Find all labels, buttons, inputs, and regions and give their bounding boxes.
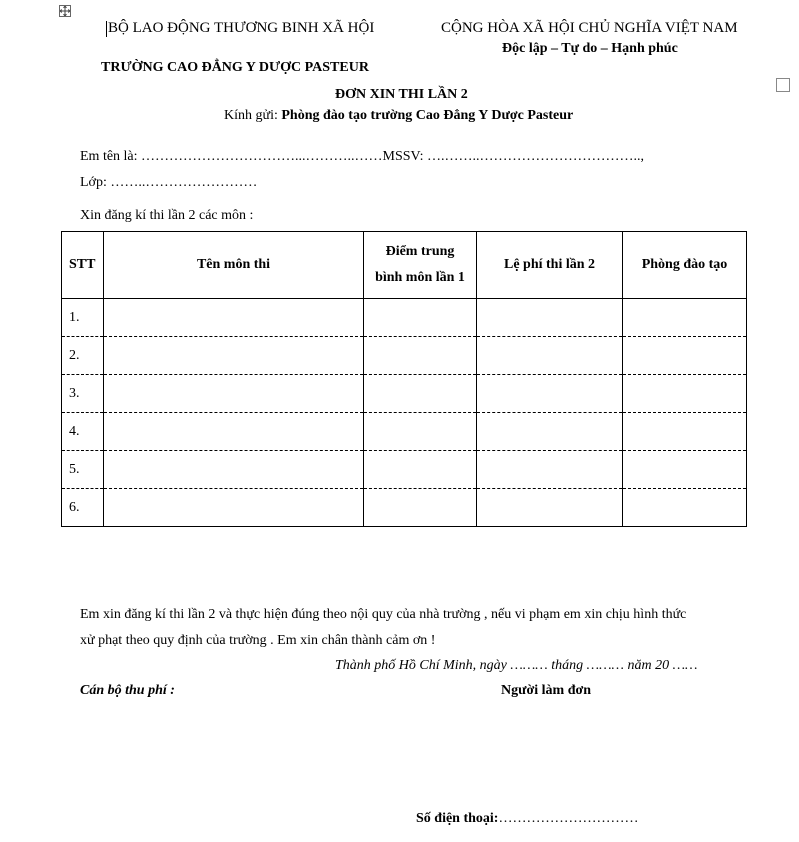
commitment-line-1: Em xin đăng kí thi lần 2 và thực hiện đúng theo nội quy của nhà trường , nếu vi phạm em xin chịu hình thức <box>80 607 687 622</box>
register-intro: Xin đăng kí thi lần 2 các môn : <box>80 208 254 223</box>
row-number: 2. <box>62 337 104 375</box>
subject-cell[interactable] <box>104 299 364 337</box>
average-cell[interactable] <box>364 299 477 337</box>
table-row <box>62 451 747 489</box>
addressee-name: Phòng đào tạo trường Cao Đẳng Y Dược Pasteur <box>281 108 574 123</box>
class-field[interactable]: Lớp: ……..…………………… <box>80 175 258 190</box>
phone-field[interactable]: ………………………… <box>498 811 639 826</box>
table-header-row <box>62 232 747 299</box>
header-subject: Tên môn thi <box>104 232 364 299</box>
table-row <box>62 337 747 375</box>
fee-cell[interactable] <box>477 375 623 413</box>
subject-cell[interactable] <box>104 337 364 375</box>
table-move-handle-icon[interactable] <box>59 5 71 17</box>
subject-cell[interactable] <box>104 413 364 451</box>
table-row <box>62 299 747 337</box>
office-cell[interactable] <box>623 451 747 489</box>
office-cell[interactable] <box>623 375 747 413</box>
fee-cell[interactable] <box>477 489 623 527</box>
text-cursor <box>106 21 107 37</box>
table-resize-handle-icon[interactable] <box>776 78 790 92</box>
applicant-label: Người làm đơn <box>501 683 592 698</box>
row-number: 6. <box>62 489 104 527</box>
header-fee: Lệ phí thi lần 2 <box>477 232 623 299</box>
fee-cell[interactable] <box>477 337 623 375</box>
student-name-field[interactable]: Em tên là: ……………………………...………..……MSSV: ….……..…………………………….., <box>80 149 645 164</box>
national-motto: Độc lập – Tự do – Hạnh phúc <box>502 41 678 56</box>
header-average <box>364 232 477 299</box>
header-average-line1: Điểm trung <box>385 244 455 259</box>
header-office: Phòng đào tạo <box>623 232 747 299</box>
school-name: TRƯỜNG CAO ĐẲNG Y DƯỢC PASTEUR <box>101 60 369 75</box>
ministry-name: BỘ LAO ĐỘNG THƯƠNG BINH XÃ HỘI <box>108 20 375 36</box>
header-stt: STT <box>62 232 104 299</box>
average-cell[interactable] <box>364 337 477 375</box>
row-number: 1. <box>62 299 104 337</box>
phone-label: Số điện thoại: <box>416 811 499 826</box>
row-number: 3. <box>62 375 104 413</box>
subject-cell[interactable] <box>104 451 364 489</box>
table-row <box>62 413 747 451</box>
average-cell[interactable] <box>364 375 477 413</box>
fee-cell[interactable] <box>477 451 623 489</box>
table-row <box>62 375 747 413</box>
republic-name: CỘNG HÒA XÃ HỘI CHỦ NGHĨA VIỆT NAM <box>441 20 738 36</box>
header-average-line2: bình môn lần 1 <box>375 270 465 285</box>
date-line[interactable]: Thành phố Hồ Chí Minh, ngày ……… tháng ……… năm 20 …… <box>335 658 698 673</box>
addressee-prefix: Kính gửi: <box>224 108 282 123</box>
office-cell[interactable] <box>623 299 747 337</box>
commitment-line-2: xử phạt theo quy định của trường . Em xin chân thành cảm ơn ! <box>80 633 436 648</box>
fee-cell[interactable] <box>477 299 623 337</box>
addressee-line <box>224 108 573 124</box>
phone-line <box>416 811 638 827</box>
fee-collector-label: Cán bộ thu phí : <box>80 683 175 698</box>
office-cell[interactable] <box>623 413 747 451</box>
fee-cell[interactable] <box>477 413 623 451</box>
office-cell[interactable] <box>623 337 747 375</box>
average-cell[interactable] <box>364 489 477 527</box>
office-cell[interactable] <box>623 489 747 527</box>
subjects-table <box>61 231 747 527</box>
subject-cell[interactable] <box>104 489 364 527</box>
average-cell[interactable] <box>364 451 477 489</box>
row-number: 5. <box>62 451 104 489</box>
table-row <box>62 489 747 527</box>
average-cell[interactable] <box>364 413 477 451</box>
subject-cell[interactable] <box>104 375 364 413</box>
row-number: 4. <box>62 413 104 451</box>
document-title: ĐƠN XIN THI LẦN 2 <box>335 87 468 102</box>
